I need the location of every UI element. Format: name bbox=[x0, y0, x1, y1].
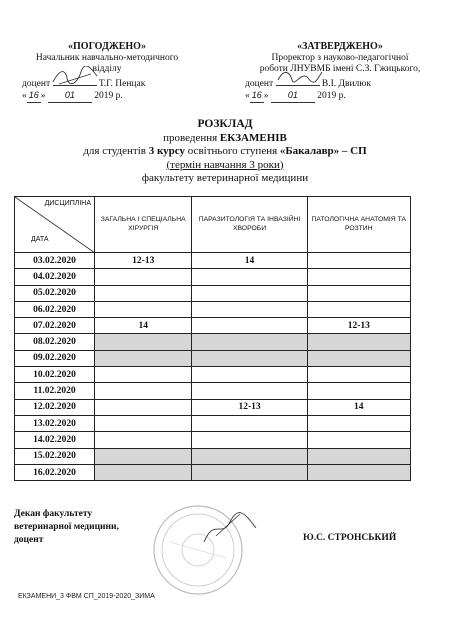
title-heading: РОЗКЛАД bbox=[197, 118, 253, 130]
table-row bbox=[15, 464, 411, 480]
title-line bbox=[0, 132, 450, 146]
table-row bbox=[15, 415, 411, 431]
dean-name: Ю.С. СТРОНСЬКИЙ bbox=[303, 533, 397, 543]
title-bold: ЕКЗАМЕНІВ bbox=[219, 131, 287, 144]
table-row bbox=[15, 350, 411, 366]
exam-time-cell bbox=[95, 383, 192, 399]
exam-time-cell bbox=[95, 464, 192, 480]
approval-signature-line bbox=[22, 76, 192, 91]
approval-line: Начальник навчально-методичного bbox=[35, 52, 179, 63]
exam-time-cell bbox=[95, 432, 192, 448]
approval-caption: «ЗАТВЕРДЖЕНО» bbox=[297, 41, 383, 52]
exam-time-cell bbox=[307, 415, 410, 431]
approval-signature-line bbox=[245, 76, 435, 91]
date-cell: 13.02.2020 bbox=[15, 415, 95, 431]
exam-time-cell bbox=[95, 448, 192, 464]
date-cell: 11.02.2020 bbox=[15, 383, 95, 399]
approval-day: 16 bbox=[27, 90, 41, 103]
title-bold: «Бакалавр» – СП bbox=[279, 145, 367, 157]
exam-time-cell bbox=[307, 269, 410, 285]
exam-time-cell bbox=[95, 301, 192, 317]
title-text: проведення bbox=[163, 131, 218, 144]
approval-line: Проректор з науково-педагогічної bbox=[271, 52, 409, 63]
exam-time-cell bbox=[192, 448, 307, 464]
date-cell: 08.02.2020 bbox=[15, 334, 95, 350]
title-line bbox=[0, 145, 450, 159]
exam-time-cell bbox=[192, 383, 307, 399]
exam-time-cell bbox=[307, 285, 410, 301]
approval-date: « 16 » 01 2019 р. bbox=[22, 90, 123, 101]
exam-time-cell bbox=[307, 367, 410, 383]
handwritten-signature bbox=[276, 76, 320, 86]
exam-time-cell: 12-13 bbox=[192, 399, 307, 415]
table-row bbox=[15, 253, 411, 269]
dean-block bbox=[14, 508, 119, 547]
exam-time-cell: 12-13 bbox=[95, 253, 192, 269]
exam-time-cell bbox=[307, 334, 410, 350]
corner-label-discipline: ДИСЦИПЛІНА bbox=[44, 200, 91, 207]
approval-position: доцент bbox=[22, 78, 51, 89]
exam-time-cell: 14 bbox=[192, 253, 307, 269]
exam-time-cell bbox=[95, 415, 192, 431]
table-row bbox=[15, 399, 411, 415]
exam-time-cell bbox=[307, 432, 410, 448]
date-cell: 07.02.2020 bbox=[15, 318, 95, 334]
title-faculty: факультету ветеринарної медицини bbox=[141, 172, 309, 184]
date-cell: 15.02.2020 bbox=[15, 448, 95, 464]
date-cell: 10.02.2020 bbox=[15, 367, 95, 383]
approval-line: роботи ЛНУВМБ імені С.З. Гжицького, bbox=[259, 64, 421, 74]
approval-line: відділу bbox=[92, 64, 122, 74]
exam-time-cell: 12-13 bbox=[307, 318, 410, 334]
date-cell: 03.02.2020 bbox=[15, 253, 95, 269]
approval-block-right bbox=[245, 41, 435, 103]
exam-time-cell: 14 bbox=[307, 399, 410, 415]
exam-time-cell bbox=[192, 318, 307, 334]
approval-date: « 16 » 01 2019 р. bbox=[245, 90, 346, 101]
exam-time-cell bbox=[307, 464, 410, 480]
exam-time-cell bbox=[192, 432, 307, 448]
exam-time-cell bbox=[307, 253, 410, 269]
table-row bbox=[15, 318, 411, 334]
table-row bbox=[15, 448, 411, 464]
table-header-row bbox=[15, 197, 411, 253]
date-cell: 09.02.2020 bbox=[15, 350, 95, 366]
column-header: ЗАГАЛЬНА І СПЕЦІАЛЬНА ХІРУРГІЯ bbox=[95, 197, 192, 253]
handwritten-signature bbox=[53, 76, 97, 86]
schedule-table bbox=[14, 196, 411, 481]
approval-block-left bbox=[22, 41, 192, 103]
exam-time-cell bbox=[192, 464, 307, 480]
exam-time-cell bbox=[192, 415, 307, 431]
approval-year: 2019 р. bbox=[94, 91, 123, 101]
exam-time-cell: 14 bbox=[95, 318, 192, 334]
exam-time-cell bbox=[95, 399, 192, 415]
approval-month: 01 bbox=[271, 90, 315, 103]
dean-line: Декан факультету bbox=[14, 509, 93, 519]
date-cell: 16.02.2020 bbox=[15, 464, 95, 480]
exam-time-cell bbox=[192, 350, 307, 366]
exam-time-cell bbox=[307, 448, 410, 464]
exam-time-cell bbox=[95, 350, 192, 366]
approval-year: 2019 р. bbox=[317, 91, 346, 101]
table-row bbox=[15, 285, 411, 301]
exam-time-cell bbox=[192, 269, 307, 285]
approval-month: 01 bbox=[48, 90, 92, 103]
dean-line: ветеринарної медицини, bbox=[14, 522, 119, 532]
approval-caption: «ПОГОДЖЕНО» bbox=[68, 41, 146, 52]
table-row bbox=[15, 432, 411, 448]
title-duration: (термін навчання 3 роки) bbox=[166, 158, 284, 171]
date-cell: 14.02.2020 bbox=[15, 432, 95, 448]
date-cell: 05.02.2020 bbox=[15, 285, 95, 301]
column-header: ПАТОЛОГІЧНА АНАТОМІЯ ТА РОЗТИН bbox=[307, 197, 410, 253]
exam-time-cell bbox=[95, 334, 192, 350]
table-row bbox=[15, 367, 411, 383]
approval-position: доцент bbox=[245, 78, 274, 89]
dean-signature bbox=[200, 508, 260, 548]
exam-time-cell bbox=[95, 285, 192, 301]
column-header: ПАРАЗИТОЛОГІЯ ТА ІНВАЗІЙНІ ХВОРОБИ bbox=[192, 197, 307, 253]
document-title bbox=[0, 118, 450, 186]
exam-time-cell bbox=[307, 383, 410, 399]
table-row bbox=[15, 383, 411, 399]
date-cell: 06.02.2020 bbox=[15, 301, 95, 317]
exam-time-cell bbox=[307, 350, 410, 366]
corner-header bbox=[15, 197, 95, 253]
document-footer: ЕКЗАМЕНИ_3 ФВМ СП_2019-2020_ЗИМА bbox=[18, 593, 155, 600]
exam-time-cell bbox=[192, 301, 307, 317]
date-cell: 12.02.2020 bbox=[15, 399, 95, 415]
table-row bbox=[15, 301, 411, 317]
approval-day: 16 bbox=[250, 90, 264, 103]
table-row bbox=[15, 334, 411, 350]
approval-name: В.І. Двилюк bbox=[321, 78, 372, 89]
title-text: освітнього ступеня bbox=[187, 145, 278, 157]
corner-label-date: ДАТА bbox=[31, 235, 49, 243]
exam-time-cell bbox=[307, 301, 410, 317]
table-row bbox=[15, 269, 411, 285]
exam-time-cell bbox=[192, 334, 307, 350]
exam-time-cell bbox=[192, 367, 307, 383]
title-bold: 3 курсу bbox=[148, 145, 186, 157]
title-text: для студентів bbox=[83, 145, 146, 157]
dean-line: доцент bbox=[14, 535, 44, 545]
exam-time-cell bbox=[95, 367, 192, 383]
approval-name: Т.Г. Пенцак bbox=[98, 78, 146, 89]
exam-time-cell bbox=[95, 269, 192, 285]
date-cell: 04.02.2020 bbox=[15, 269, 95, 285]
exam-time-cell bbox=[192, 285, 307, 301]
